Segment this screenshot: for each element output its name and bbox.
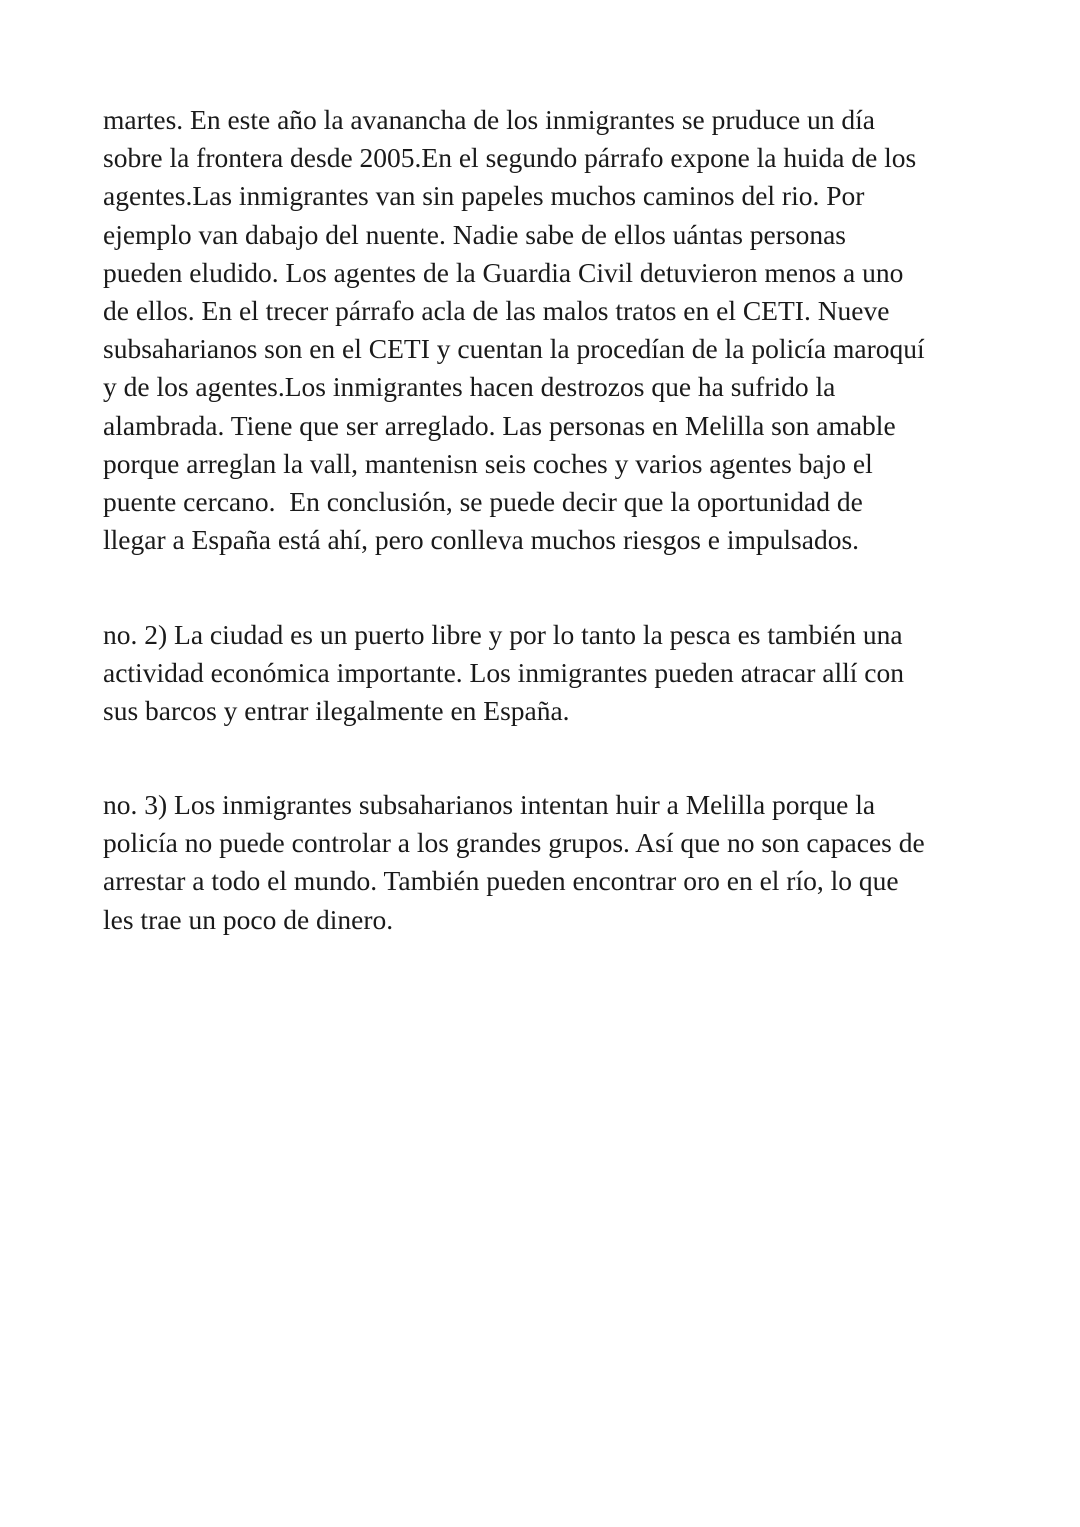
text-line: subsaharianos son en el CETI y cuentan la procedían de la policía maroquí <box>103 333 925 365</box>
text-line: sus barcos y entrar ilegalmente en España. <box>103 695 570 727</box>
text-line: no. 3) Los inmigrantes subsaharianos intentan huir a Melilla porque la <box>103 789 876 820</box>
text-line: arrestar a todo el mundo. También pueden encontrar oro en el río, lo que <box>103 865 899 897</box>
paragraph-summary <box>103 101 983 559</box>
text-line: pueden eludido. Los agentes de la Guardia Civil detuvieron menos a uno <box>103 256 904 288</box>
text-line: agentes.Las inmigrantes van sin papeles muchos caminos del rio. Por <box>103 180 865 212</box>
text-line: alambrada. Tiene que ser arreglado. Las personas en Melilla son amable <box>103 409 896 441</box>
text-line: les trae un poco de dinero. <box>103 903 394 935</box>
paragraph-answer-2 <box>103 616 983 731</box>
text-line: no. 2) La ciudad es un puerto libre y por lo tanto la pesca es también una <box>103 619 903 650</box>
text-line: de ellos. En el trecer párrafo acla de las malos tratos en el CETI. Nueve <box>103 295 890 327</box>
text-line: llegar a España está ahí, pero conlleva muchos riesgos e impulsados. <box>103 524 860 556</box>
text-line: y de los agentes.Los inmigrantes hacen destrozos que ha sufrido la <box>103 371 836 403</box>
text-line: ejemplo van dabajo del nuente. Nadie sabe de ellos uántas personas <box>103 218 847 250</box>
paragraph-answer-3 <box>103 786 983 939</box>
text-line: puente cercano. En conclusión, se puede decir que la oportunidad de <box>103 486 863 518</box>
text-line: policía no puede controlar a los grandes grupos. Así que no son capaces de <box>103 827 925 859</box>
text-line: sobre la frontera desde 2005.En el segundo párrafo expone la huida de los <box>103 142 917 174</box>
text-line: martes. En este año la avanancha de los inmigrantes se pruduce un día <box>103 104 876 135</box>
text-line: actividad económica importante. Los inmigrantes pueden atracar allí con <box>103 657 905 689</box>
text-line: porque arreglan la vall, mantenisn seis coches y varios agentes bajo el <box>103 447 873 479</box>
